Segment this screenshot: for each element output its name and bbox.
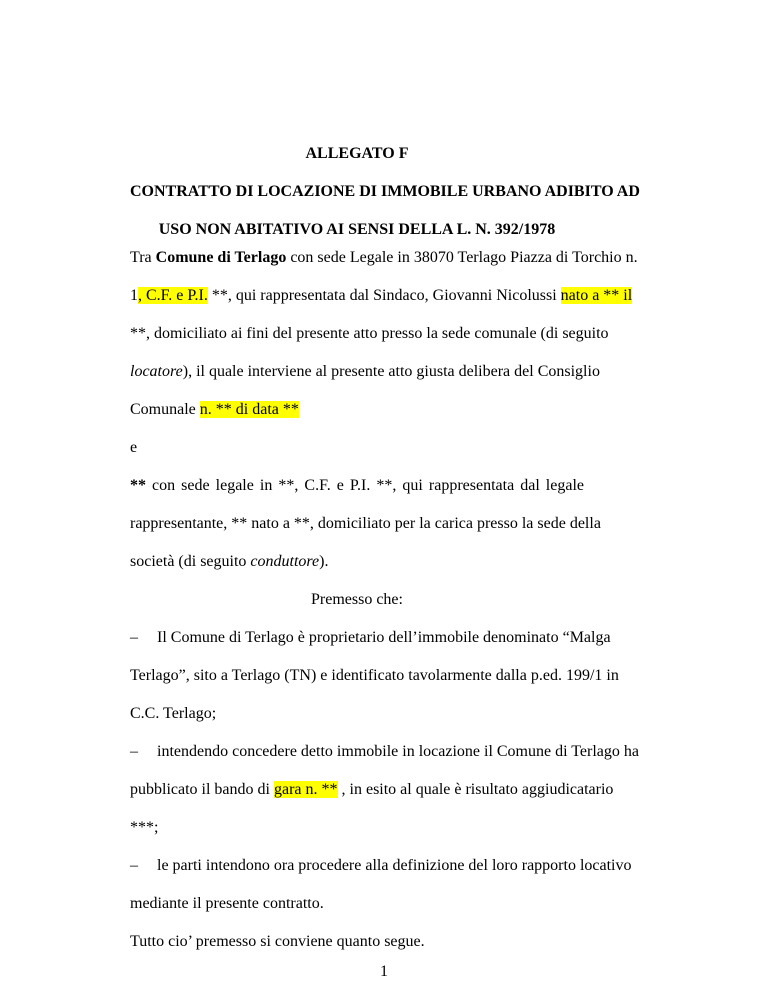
heading-contract-title-line2: USO NON ABITATIVO AI SENSI DELLA L. N. 392/1978	[158, 221, 556, 238]
paragraph-parties-line4	[130, 362, 600, 382]
bullet-item-2-line3	[130, 818, 584, 838]
text-segment: , in esito al quale è risultato aggiudicatario	[337, 781, 614, 798]
conjunction: e	[130, 439, 138, 456]
text-segment: Terlago”, sito a Terlago (TN) e identificato tavolarmente dalla p.ed. 199/1 in	[130, 667, 619, 684]
bullet-item-1-line3	[130, 704, 584, 724]
bullet-item-1-line2	[130, 666, 619, 686]
text-segment: **, domiciliato ai fini del presente atto presso la sede comunale (di seguito	[130, 325, 609, 342]
dash-bullet-icon: –	[130, 857, 138, 874]
text-segment: **, qui rappresentata dal Sindaco, Giovanni Nicolussi	[207, 287, 561, 304]
highlight-birth-info: nato a ** il	[560, 287, 633, 304]
text-segment: mediante il presente contratto.	[130, 895, 324, 912]
text-segment: società (di seguito	[130, 553, 251, 570]
text-segment: con sede Legale in 38070 Terlago Piazza di Torchio n.	[286, 249, 638, 266]
dash-bullet-icon: –	[130, 629, 138, 646]
dash-bullet-icon: –	[130, 743, 138, 760]
highlight-cf-pi: , C.F. e P.I.	[138, 287, 208, 304]
text-segment: ***;	[130, 819, 159, 836]
paragraph-tenant-line2	[130, 514, 601, 534]
text-segment: pubblicato il bando di	[130, 781, 274, 798]
heading-allegato: ALLEGATO F	[305, 145, 409, 162]
tenant-placeholder: **	[130, 477, 146, 494]
text-segment: C.C. Terlago;	[130, 705, 217, 722]
text-segment: Tra	[130, 249, 156, 266]
text-segment: rappresentante, ** nato a **, domiciliato per la carica presso la sede della	[130, 515, 601, 532]
highlight-gara: gara n. **	[273, 781, 338, 798]
bullet-item-2-line2	[130, 780, 614, 800]
paragraph-tenant-line3	[130, 552, 584, 572]
role-conduttore: conduttore	[250, 553, 320, 570]
paragraph-parties-line2	[130, 286, 633, 306]
highlight-delibera: n. ** di data **	[199, 401, 299, 418]
text-segment: intendendo concedere detto immobile in locazione il Comune di Terlago ha	[157, 743, 639, 760]
page-number: 1	[380, 963, 388, 980]
paragraph-parties-line5	[130, 400, 584, 420]
heading-contract-title-line1: CONTRATTO DI LOCAZIONE DI IMMOBILE URBANO ADIBITO AD	[130, 183, 640, 200]
text-segment: 1	[130, 287, 138, 304]
text-segment: Comunale	[130, 401, 200, 418]
text-segment: le parti intendono ora procedere alla definizione del loro rapporto locativo	[157, 857, 632, 874]
paragraph-tenant-line1	[130, 476, 584, 496]
bullet-item-3-line2	[130, 894, 584, 914]
role-locatore: locatore	[130, 363, 183, 380]
text-segment: ), il quale interviene al presente atto giusta delibera del Consiglio	[182, 363, 600, 380]
closing-statement: Tutto cio’ premesso si conviene quanto segue.	[130, 933, 425, 950]
text-segment: Il Comune di Terlago è proprietario dell’immobile denominato “Malga	[157, 629, 611, 646]
paragraph-parties-line3	[130, 324, 609, 344]
premesso-heading: Premesso che:	[311, 591, 403, 608]
paragraph-parties-line1	[130, 248, 638, 268]
municipality-name: Comune di Terlago	[155, 249, 287, 266]
text-segment: con sede legale in **, C.F. e P.I. **, qui rappresentata dal legale	[146, 477, 584, 494]
text-segment: ).	[319, 553, 329, 570]
